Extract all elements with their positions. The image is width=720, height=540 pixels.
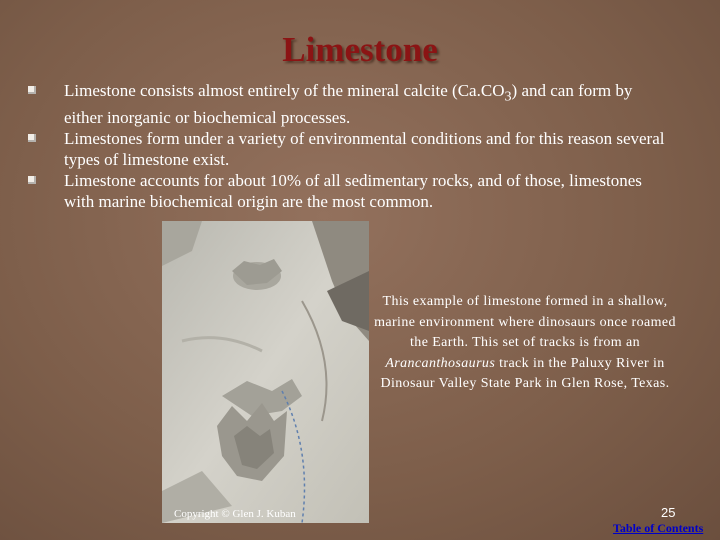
photo-caption: [371, 292, 679, 395]
caption-text-pre: This example of limestone formed in a shallow, marine environment where dinosaurs once roamed the Earth. This set of tracks is from an: [374, 294, 676, 350]
bullet-text: Limestones form under a variety of environmental conditions and for this reason several types of limestone exist.: [64, 129, 665, 170]
bullet-item: [28, 80, 668, 128]
table-of-contents-link[interactable]: Table of Contents: [613, 521, 704, 535]
bullet-item: [28, 170, 668, 212]
slide-title: Limestone: [282, 30, 438, 69]
page-number: 25: [661, 505, 676, 520]
square-bullet-icon: [28, 176, 36, 184]
species-name: Arancanthosaurus: [385, 355, 496, 371]
photo-credit: Copyright © Glen J. Kuban: [174, 508, 296, 520]
subscript: 3: [504, 88, 512, 105]
square-bullet-icon: [28, 86, 36, 94]
bullet-list: [28, 80, 668, 212]
photo-illustration: [162, 221, 369, 523]
bullet-item: [28, 128, 668, 170]
square-bullet-icon: [28, 134, 36, 142]
bullet-text: Limestone accounts for about 10% of all sedimentary rocks, and of those, limestones with marine biochemical origin are the most common.: [64, 171, 642, 212]
bullet-text-pre: Limestone consists almost entirely of the mineral calcite (Ca.CO: [64, 81, 505, 100]
limestone-dinosaur-tracks-photo: [162, 221, 369, 523]
bullet-text-post: ) and can form by either inorganic or biochemical processes.: [64, 81, 633, 128]
caption-text-post: track in the Paluxy River in Dinosaur Valley State Park in Glen Rose, Texas.: [380, 355, 670, 391]
